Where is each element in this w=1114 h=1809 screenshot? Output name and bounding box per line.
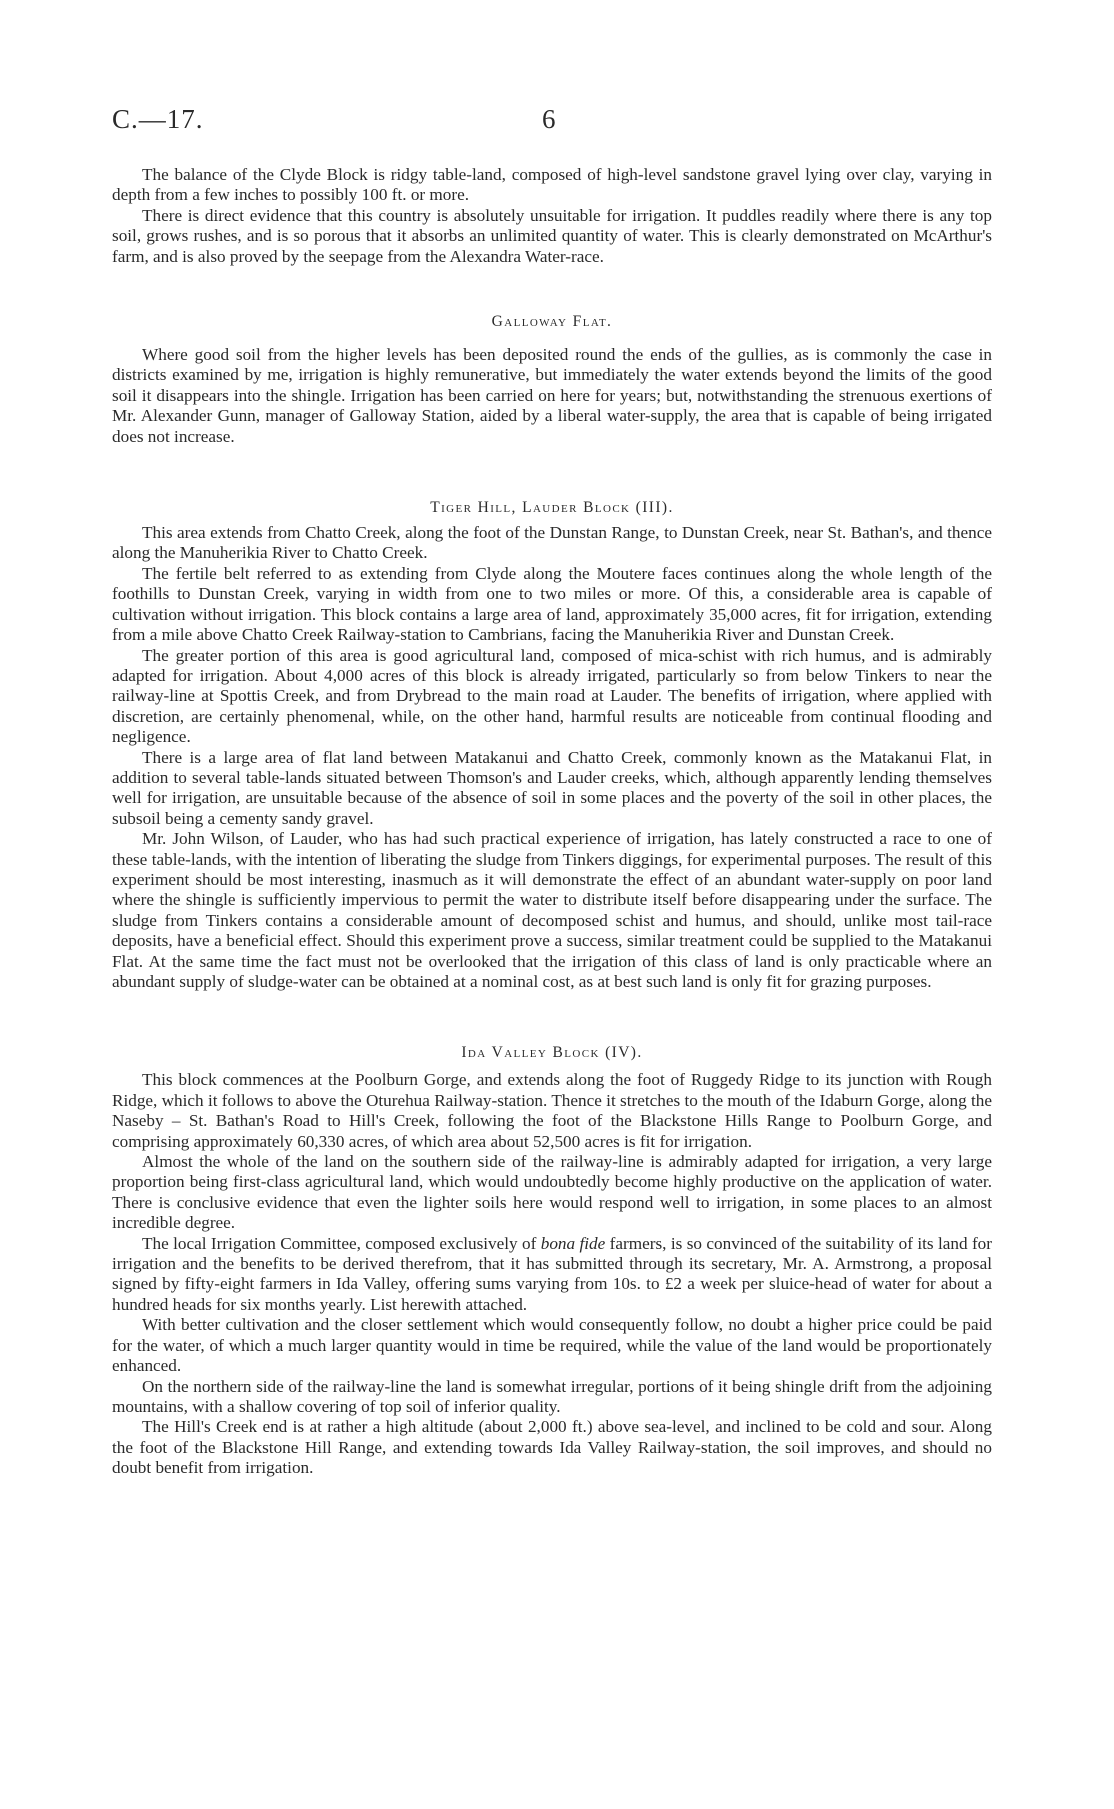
body-text bbox=[112, 165, 992, 1479]
paragraph-ida-2: Almost the whole of the land on the southern side of the railway-line is admirably adapted for irrigation, a very large proportion being first-class agricultural land, which would undoubtedly become highly productive on the application of water. There is conclusive evidence that even the lighter soils here would respond well to irrigation, in some places to an almost incredible degree. bbox=[112, 1152, 992, 1233]
paragraph-ida-3 bbox=[112, 1234, 992, 1316]
paragraph-tiger-1: This area extends from Chatto Creek, along the foot of the Dunstan Range, to Dunstan Creek, near St. Bathan's, and thence along the Manuherikia River to Chatto Creek. bbox=[112, 523, 992, 563]
paragraph-tiger-3: The greater portion of this area is good agricultural land, composed of mica-schist with rich humus, and is admirably adapted for irrigation. About 4,000 acres of this block is already irrigated, particularly so from below Tinkers to near the railway-line at Spottis Creek, and from Drybread to the main road at Lauder. The benefits of irrigation, where applied with discretion, are certainly phenomenal, while, on the other hand, harmful results are noticeable from continual flooding and negligence. bbox=[112, 645, 992, 747]
paragraph-ida-3-end: farmers, is so convinced of the suitability of its land for irrigation and the benefits to be derived therefrom, that it has submitted through its secretary, Mr. A. Armstrong, a proposal signed by fifty-eight farmers in Ida Valley, offering sums varying from 10s. to £2 a week per sluice-head of water for about a hundred heads for six months yearly. List herewith attached. bbox=[112, 1233, 992, 1314]
page-header bbox=[112, 104, 992, 144]
paragraph-ida-3-start: The local Irrigation Committee, composed exclusively of bbox=[142, 1233, 541, 1253]
paragraph-ida-5: On the northern side of the railway-line the land is somewhat irregular, portions of it being shingle drift from the adjoining mountains, with a shallow covering of top soil of inferior quality. bbox=[112, 1376, 992, 1416]
paragraph-ida-4: With better cultivation and the closer settlement which would consequently follow, no doubt a higher price could be paid for the water, of which a much larger quantity would in time be required, while the value of the land would be proportionately enhanced. bbox=[112, 1315, 992, 1376]
italic-bona-fide: bona fide bbox=[540, 1233, 606, 1253]
paragraph-ida-6: The Hill's Creek end is at rather a high altitude (about 2,000 ft.) above sea-level, and inclined to be cold and sour. Along the foot of the Blackstone Hill Range, and extending towards Ida Valley Railway-station, the soil improves, and should no doubt benefit from irrigation. bbox=[112, 1417, 992, 1478]
page-number: 6 bbox=[542, 104, 556, 134]
heading-tiger-hill: Tiger Hill, Lauder Block (III). bbox=[430, 499, 674, 517]
paragraph-ida-1: This block commences at the Poolburn Gorge, and extends along the foot of Ruggedy Ridge to its junction with Rough Ridge, which it follows to above the Oturehua Railway-station. Thence it stretches to the mouth of the Idaburn Gorge, along the Naseby – St. Bathan's Road to Hill's Creek, following the foot of the Blackstone Hills Range to Poolburn Gorge, and comprising approximately 60,330 acres, of which area about 52,500 acres is fit for irrigation. bbox=[112, 1070, 993, 1151]
heading-galloway-flat: Galloway Flat. bbox=[491, 313, 613, 331]
document-reference: C.—17. bbox=[112, 104, 204, 134]
paragraph-tiger-4: There is a large area of flat land between Matakanui and Chatto Creek, commonly known as the Matakanui Flat, in addition to several table-lands situated between Thomson's and Lauder creeks, which, although apparently lending themselves well for irrigation, are unsuitable because of the absence of soil in some places and the poverty of the soil in other places, the subsoil being a cementy sandy gravel. bbox=[112, 747, 992, 828]
paragraph-galloway-1: Where good soil from the higher levels has been deposited round the ends of the gullies, as is commonly the case in districts examined by me, irrigation is highly remunerative, but immediately the water extends beyond the limits of the good soil it disappears into the shingle. Irrigation has been carried on here for years; but, notwithstanding the strenuous exertions of Mr. Alexander Gunn, manager of Galloway Station, aided by a liberal water-supply, the area that is capable of being irrigated does not increase. bbox=[112, 345, 992, 446]
paragraph-clyde-2: There is direct evidence that this country is absolutely unsuitable for irrigation. It puddles readily where there is any top soil, grows rushes, and is so porous that it absorbs an unlimited quantity of water. This is clearly demonstrated on McArthur's farm, and is also proved by the seepage from the Alexandra Water-race. bbox=[112, 205, 992, 266]
paragraph-tiger-5: Mr. John Wilson, of Lauder, who has had such practical experience of irrigation, has lately constructed a race to one of these table-lands, with the intention of liberating the sludge from Tinkers diggings, for experimental purposes. The result of this experiment should be most interesting, inasmuch as it will demonstrate the effect of an abundant water-supply on poor land where the shingle is sufficiently impervious to permit the water to distribute itself before disappearing under the surface. The sludge from Tinkers contains a considerable amount of decomposed schist and humus, and should, unlike most tail-race deposits, have a beneficial effect. Should this experiment prove a success, similar treatment could be supplied to the Matakanui Flat. At the same time the fact must not be overlooked that the irrigation of this class of land is only practicable where an abundant supply of sludge-water can be obtained at a nominal cost, as at best such land is only fit for grazing purposes. bbox=[112, 829, 992, 991]
paragraph-clyde-1: The balance of the Clyde Block is ridgy table-land, composed of high-level sandstone gravel lying over clay, varying in depth from a few inches to possibly 100 ft. or more. bbox=[112, 165, 992, 205]
paragraph-tiger-2: The fertile belt referred to as extending from Clyde along the Moutere faces continues along the whole length of the foothills to Dunstan Creek, varying in width from one to two miles or more. Of this, a considerable area is capable of cultivation without irrigation. This block contains a large area of land, approximately 35,000 acres, fit for irrigation, extending from a mile above Chatto Creek Railway-station to Cambrians, facing the Manuherikia River and Dunstan Creek. bbox=[112, 563, 992, 645]
heading-ida-valley: Ida Valley Block (IV). bbox=[461, 1044, 643, 1062]
